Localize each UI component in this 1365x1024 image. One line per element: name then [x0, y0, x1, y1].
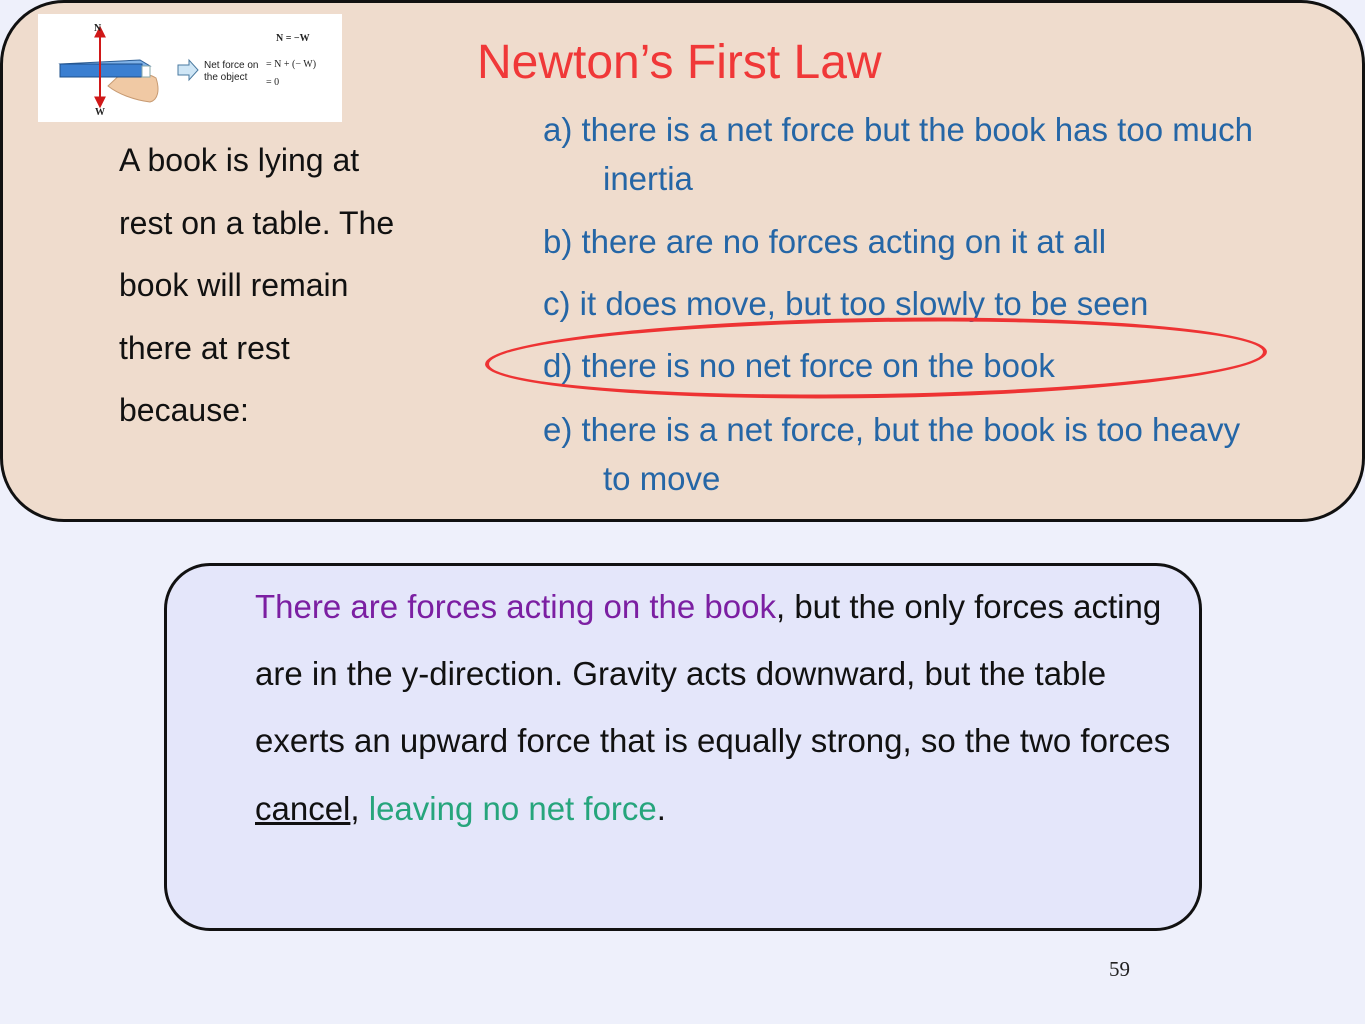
explanation-highlight-conclusion: leaving no net force	[368, 789, 657, 827]
explanation-highlight-forces: There are forces acting on the book	[255, 588, 776, 625]
answer-a	[543, 105, 1253, 203]
force-diagram-figure	[38, 14, 342, 122]
explanation-cancel-word: cancel	[255, 789, 351, 827]
normal-force-label: N	[94, 23, 102, 34]
answer-b: b) there are no forces acting on it at all	[543, 223, 1107, 260]
equation-2: = N + (− W)	[266, 59, 317, 70]
explanation-text	[255, 573, 1175, 842]
explanation-period: .	[656, 789, 666, 827]
answer-a-line2: inertia	[603, 160, 693, 197]
equation-1: N = −W	[276, 33, 310, 44]
question-text	[119, 129, 464, 442]
answer-d: d) there is no net force on the book	[543, 347, 1055, 384]
question-line: A book is lying at	[119, 142, 360, 178]
explanation-body: , but the only forces acting are in the y-direction. Gravity acts downward, but the table exerts an upward force that is equally strong, so the two forces	[255, 588, 1171, 760]
question-line: there at rest	[119, 329, 290, 366]
slide-title: Newton’s First Law	[477, 36, 882, 89]
net-force-caption-2: the object	[204, 72, 248, 83]
question-line: book will remain	[119, 267, 349, 303]
question-line: rest on a table. The	[119, 204, 395, 241]
answer-c: c) it does move, but too slowly to be seen	[543, 285, 1149, 322]
answer-e-line2: to move	[603, 460, 721, 497]
weight-label: W	[95, 107, 105, 118]
explanation-comma: ,	[350, 789, 369, 827]
answer-e	[543, 405, 1240, 503]
answer-a-line1: a) there is a net force but the book has too much	[543, 111, 1253, 148]
book-forces-illustration	[38, 14, 342, 122]
answer-e-line1: e) there is a net force, but the book is too heavy	[543, 411, 1241, 448]
equation-3: = 0	[266, 77, 280, 88]
page-number: 59	[1109, 957, 1130, 981]
explanation-panel	[164, 563, 1202, 931]
net-force-caption: Net force on	[204, 60, 259, 71]
question-line: because:	[119, 392, 249, 428]
